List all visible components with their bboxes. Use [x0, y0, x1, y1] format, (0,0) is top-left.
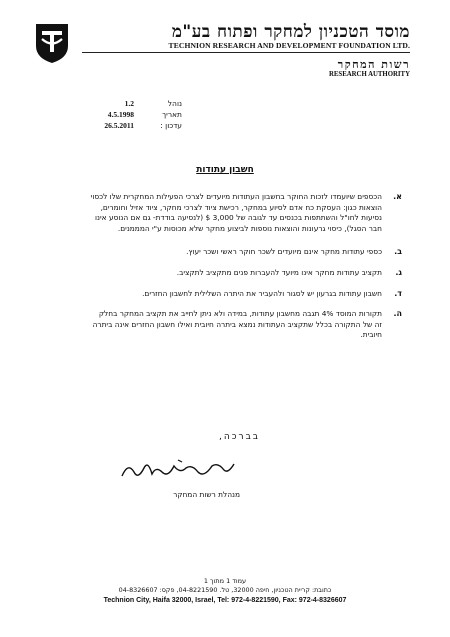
meta-date-value: 4.5.1998 [107, 110, 134, 119]
policy-items [90, 192, 402, 351]
item-text: הכספים שיועמדו לזכות החוקר בחשבון העתודות מיועדים לצרכי הפעילות המחקרית שלו לכסוי הוצאות כגון: העסקת כח אדם לסיוע במחקר, רכישת ציוד לצרכי מחקר, ציוד אזיל וחומרים, נסיעות לחו"ל והשתתפות בכנסים עד לגובה של 3,000 $ (לנסיעה בודדת- גם אם הנוסע אינו חבר הסגל), כיסוי גרעונות והוצאות נוספות לביצוע מחקר שלא מכוסות ע"י המממנים. [90, 192, 382, 233]
document-title: חשבון עתודות [196, 165, 254, 175]
page-number: עמוד 1 מתוך 1 [203, 577, 247, 585]
meta-update [62, 120, 182, 131]
meta-date [62, 109, 182, 120]
list-item [90, 268, 402, 279]
meta-update-value: 26.5.2011 [104, 121, 134, 130]
closing-blessing: בברכה, [219, 432, 260, 442]
item-mark: ג. [395, 267, 402, 277]
org-name-hebrew: מוסד הטכניון למחקר ופתוח בע"מ [171, 22, 410, 42]
meta-procedure-value: 1.2 [124, 99, 134, 108]
item-text: כספי עתודות מחקר אינם מיועדים לשכר חוקר ראשי ושכר יעוץ. [186, 247, 382, 257]
meta-procedure-label: נוהל [167, 99, 182, 108]
dept-name-hebrew: רשות המחקר [337, 58, 410, 71]
item-mark: א. [393, 192, 402, 201]
footer-address-english: Technion City, Haifa 32000, Israel, Tel: 972-4-8221590, Fax: 972-4-8326607 [103, 597, 347, 604]
item-mark: ד. [394, 288, 402, 298]
technion-logo-icon [34, 22, 70, 64]
list-item [90, 309, 402, 341]
footer-address-hebrew: כתובת: קריית הטכניון, חיפה 32000, טל. 04-8221590, פקס: 04-8326607 [118, 586, 332, 594]
list-item [90, 192, 402, 234]
list-item [90, 289, 402, 300]
item-text: תקציב עתודות מחקר אינו מיועד להעברות פנים מתקציב לתקציב. [176, 267, 382, 277]
signature-icon [118, 456, 238, 484]
org-name-english: TECHNION RESEARCH AND DEVELOPMENT FOUNDATION LTD. [168, 41, 410, 50]
list-item [90, 247, 402, 258]
meta-date-label: תאריך [162, 110, 182, 119]
document-meta [62, 98, 182, 131]
item-mark: ה. [393, 309, 402, 319]
meta-procedure [62, 98, 182, 109]
signer-title: מנהלת רשות המחקר [173, 490, 240, 499]
item-text: חשבון עתודות בגרעון יש לסגור ולהעביר את היתרה השלילית לחשבון החזרים. [142, 288, 382, 298]
item-text: תקורות המוסד 4% תגבה מחשבון עתודות, במידה ולא ניתן לחייב את תקציב המחקר בחלק זה של התקורה בכלל שתקציב העתודות נמצא ביתרה חיובית ואילו חשבון החזרים אינה ביתרה חיובית. [92, 309, 382, 340]
item-mark: ב. [394, 247, 402, 257]
meta-update-label: עדכון : [160, 121, 182, 130]
dept-name-english: RESEARCH AUTHORITY [328, 71, 410, 78]
header-divider [82, 52, 410, 53]
